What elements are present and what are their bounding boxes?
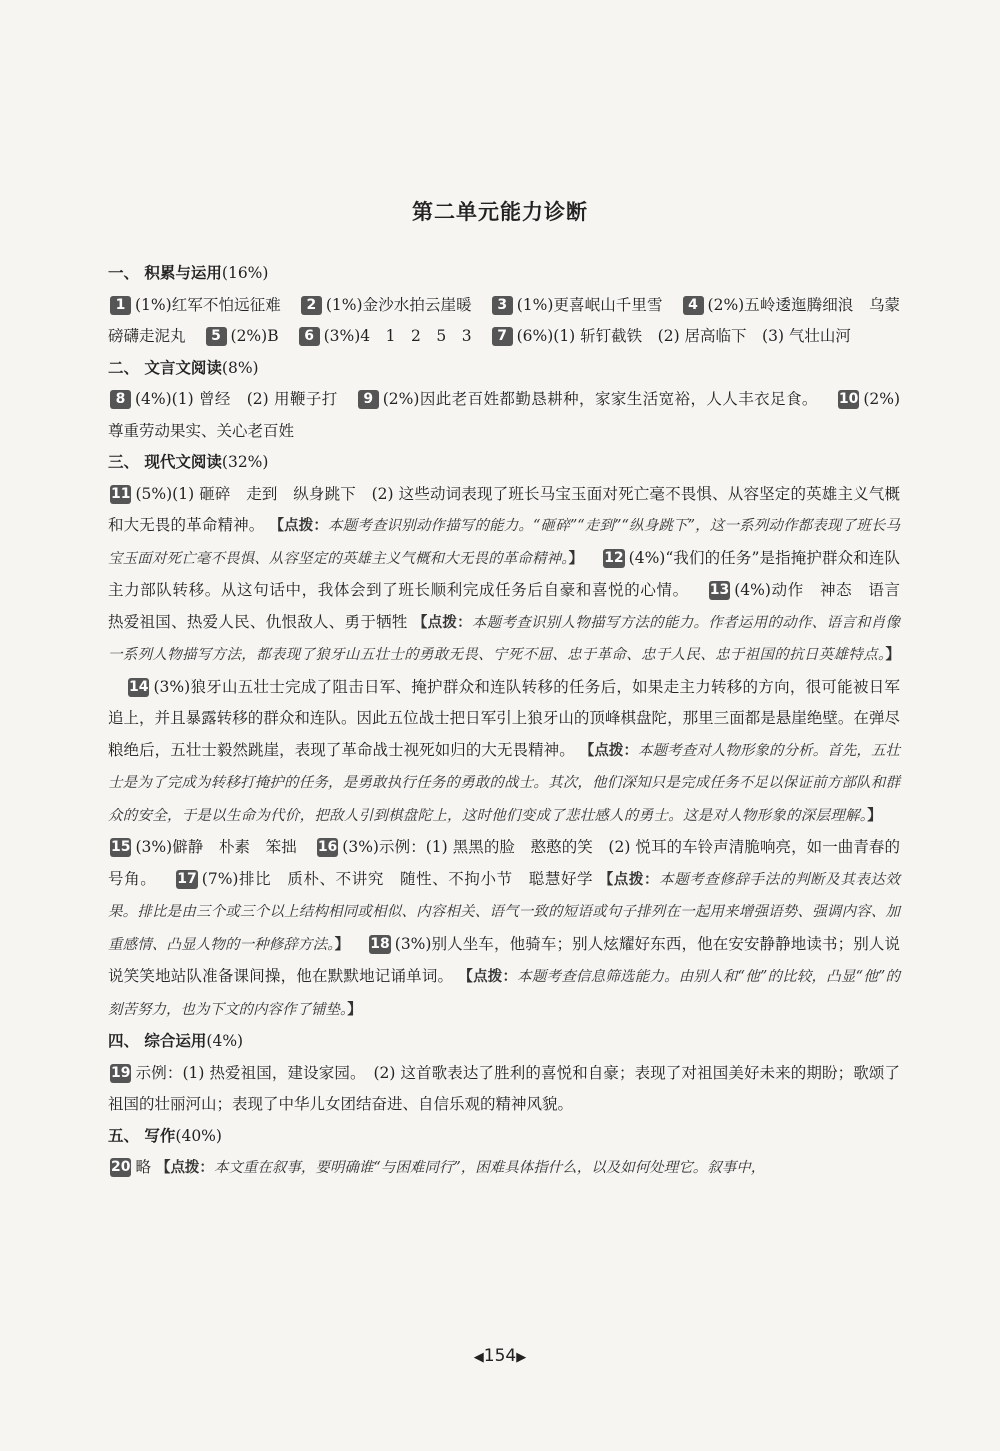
answer-text: (6%)(1) 斩钉截铁 (2) 居高临下 (3) 气壮山河 xyxy=(516,327,851,345)
section-heading xyxy=(108,353,900,385)
question-number-badge: 17 xyxy=(177,870,197,887)
answer-text: (5%)(1) 砸碎 走到 纵身跳下 (2) 这些动词表现了班长马宝玉面对死亡毫不畏惧、从容坚定的英雄主义气概和大无畏的革命精神。 xyxy=(108,484,900,534)
question-number-badge: 11 xyxy=(111,485,131,502)
hint-block xyxy=(156,1160,765,1176)
section-heading xyxy=(108,447,900,479)
section-heading-text: 一、 积累与运用 xyxy=(108,264,222,282)
section-heading xyxy=(108,1026,900,1058)
answer-text: (3%)狼牙山五壮士完成了阻击日军、掩护群众和连队转移的任务后，如果走主力转移的方向，很可能被日军追上，并且暴露转移的群众和连队。因此五位战士把日军引上狼牙山的顶峰棋盘陀，那里三面都是悬崖绝壁。在弹尽粮绝后，五壮士毅然跳崖，表现了革命战士视死如归的大无畏精神。 xyxy=(108,677,900,759)
question-number-badge: 13 xyxy=(709,582,730,598)
page-title: 第二单元能力诊断 xyxy=(412,200,588,224)
question-number-badge: 2 xyxy=(301,296,322,315)
question-number-badge: 9 xyxy=(358,390,379,409)
answer-text: (3%)示例：(1) 黑黑的脸 憨憨的笑 (2) 悦耳的车铃声清脆响亮，如一曲青春的号角。 xyxy=(108,838,901,888)
question-number-badge: 18 xyxy=(370,935,390,952)
section-heading-text: 三、 现代文阅读 xyxy=(108,453,222,471)
hint-close-bracket: 】 xyxy=(885,646,900,663)
left-arrow-icon: ◀ xyxy=(473,1350,484,1365)
section-answers xyxy=(108,479,916,1027)
answer-text: (2%)因此老百姓都勤恳耕种，家家生活宽裕，人人丰衣足食。 xyxy=(382,390,818,408)
question-number-badge: 5 xyxy=(206,327,227,346)
section-score: (4%) xyxy=(206,1032,244,1050)
hint-text: 本文重在叙事，要明确谁“与困难同行”，困难具体指什么，以及如何处理它。叙事中， xyxy=(213,1160,766,1176)
answer-text: (3%)4 1 2 5 3 xyxy=(323,327,472,345)
hint-label: 点拨： xyxy=(427,614,472,631)
hint-close-bracket: 】 xyxy=(568,549,584,567)
section-score: (16%) xyxy=(221,264,269,282)
section-heading-text: 二、 文言文阅读 xyxy=(108,358,222,377)
answer-text: (1%)金沙水拍云崖暖 xyxy=(325,295,472,314)
question-number-badge: 8 xyxy=(110,390,131,409)
section-heading xyxy=(108,258,900,290)
page-number-value: 154 xyxy=(483,1346,517,1366)
hint-text: 本题考查信息筛选能力。由别人和“他”的比较，凸显“他”的刻苦努力，也为下文的内容作了铺垫。 xyxy=(108,969,901,1018)
hint-label: 点拨： xyxy=(473,969,518,985)
hint-close-bracket: 】 xyxy=(867,806,883,824)
question-number-badge: 12 xyxy=(604,549,624,566)
answer-text: (2%)五岭逶迤腾细浪 乌蒙磅礴走泥丸 xyxy=(108,295,901,345)
question-number-badge: 19 xyxy=(111,1064,131,1081)
hint-open-bracket: 【 xyxy=(458,968,474,985)
hint-open-bracket: 【 xyxy=(412,613,428,631)
question-number-badge: 6 xyxy=(299,327,320,346)
question-number-badge: 14 xyxy=(129,678,149,695)
section-score: (40%) xyxy=(175,1126,222,1145)
answer-text: (4%)“我们的任务”是指掩护群众和连队主力部队转移。从这句话中，我体会到了班长顺利完成任务后自豪和喜悦的心情。 xyxy=(108,548,900,599)
hint-label: 点拨： xyxy=(284,518,329,534)
section-answers xyxy=(108,1152,900,1185)
answer-text: (3%)别人坐车，他骑车；别人炫耀好东西，他在安安静静地读书；别人说说笑笑地站队准备课间操，他在默默地记诵单词。 xyxy=(108,934,901,985)
hint-text: 本题考查对人物形象的分析。首先，五壮士是为了完成为转移打掩护的任务，是勇敢执行任务的勇敢的战士。其次，他们深知只是完成任务不足以保证前方部队和群众的安全，于是以生命为代价，把敌人引到棋盘陀上，这时他们变成了悲壮感人的勇士。这是对人物形象的深层理解。 xyxy=(108,742,901,824)
answer-content xyxy=(108,258,916,1185)
hint-text: 本题考查修辞手法的判断及其表达效果。排比是由三个或三个以上结构相同或相似、内容相关、语气一致的短语或句子排列在一起用来增强语势、强调内容、加重感情、凸显人物的一种修辞方法。 xyxy=(108,871,901,953)
section-score: (32%) xyxy=(221,453,269,471)
question-number-badge: 1 xyxy=(110,296,131,315)
section-heading-text: 四、 综合运用 xyxy=(108,1032,207,1050)
hint-label: 点拨： xyxy=(613,871,660,888)
answer-text: (2%)尊重劳动果实、关心老百姓 xyxy=(108,390,901,440)
question-number-badge: 3 xyxy=(492,296,513,315)
hint-open-bracket: 【 xyxy=(579,741,595,759)
answer-text: 示例：(1) 热爱祖国，建设家园。 (2) 这首歌表达了胜利的喜悦和自豪；表现了对祖国美好未来的期盼；歌颂了祖国的壮丽河山；表现了中华儿女团结奋进、自信乐观的精神风貌。 xyxy=(108,1063,900,1113)
question-number-badge: 4 xyxy=(683,296,704,315)
question-number-badge: 16 xyxy=(317,839,338,855)
answer-text: 略 xyxy=(135,1158,151,1176)
section-heading-text: 五、 写作 xyxy=(108,1126,176,1145)
hint-close-bracket: 】 xyxy=(334,935,350,953)
answer-text: (1%)红军不怕远征难 xyxy=(135,295,281,314)
hint-label: 点拨： xyxy=(594,742,639,759)
section-score: (8%) xyxy=(221,358,259,377)
answer-text: (3%)僻静 朴素 笨拙 xyxy=(135,838,297,856)
hint-open-bracket: 【 xyxy=(269,517,285,534)
question-number-badge: 15 xyxy=(111,839,131,855)
hint-open-bracket: 【 xyxy=(155,1159,171,1176)
answer-text: (7%)排比 质朴、不讲究 随性、不拘小节 聪慧好学 xyxy=(201,869,594,888)
section-answers xyxy=(108,1058,900,1121)
answer-text: (4%)(1) 曾经 (2) 用鞭子打 xyxy=(135,390,338,408)
question-number-badge: 20 xyxy=(111,1159,131,1175)
page-number xyxy=(0,1346,1000,1366)
question-number-badge: 10 xyxy=(838,391,859,407)
right-arrow-icon: ▶ xyxy=(516,1350,527,1365)
hint-text: 本题考查识别人物描写方法的能力。作者运用的动作、语言和肖像一系列人物描写方法，都表现了狼牙山五壮士的勇敢无畏、宁死不屈、忠于革命、忠于人民、忠于祖国的抗日英雄特点。 xyxy=(108,614,900,663)
hint-label: 点拨： xyxy=(170,1160,214,1176)
answer-text: (4%)动作 神态 语言 热爱祖国、热爱人民、仇恨敌人、勇于牺牲 xyxy=(108,581,916,631)
answer-text: (2%)B xyxy=(230,327,279,345)
answer-text: (1%)更喜岷山千里雪 xyxy=(516,295,663,314)
question-number-badge: 7 xyxy=(492,327,513,346)
section-heading xyxy=(108,1121,900,1153)
section-answers xyxy=(108,384,900,447)
hint-close-bracket: 】 xyxy=(347,1000,362,1018)
hint-open-bracket: 【 xyxy=(598,870,614,888)
section-answers xyxy=(108,290,900,353)
hint-text: 本题考查识别动作描写的能力。“砸碎”“走到”“纵身跳下”，这一系列动作都表现了班长马宝玉面对死亡毫不畏惧、从容坚定的英雄主义气概和大无畏的革命精神。 xyxy=(108,518,900,567)
